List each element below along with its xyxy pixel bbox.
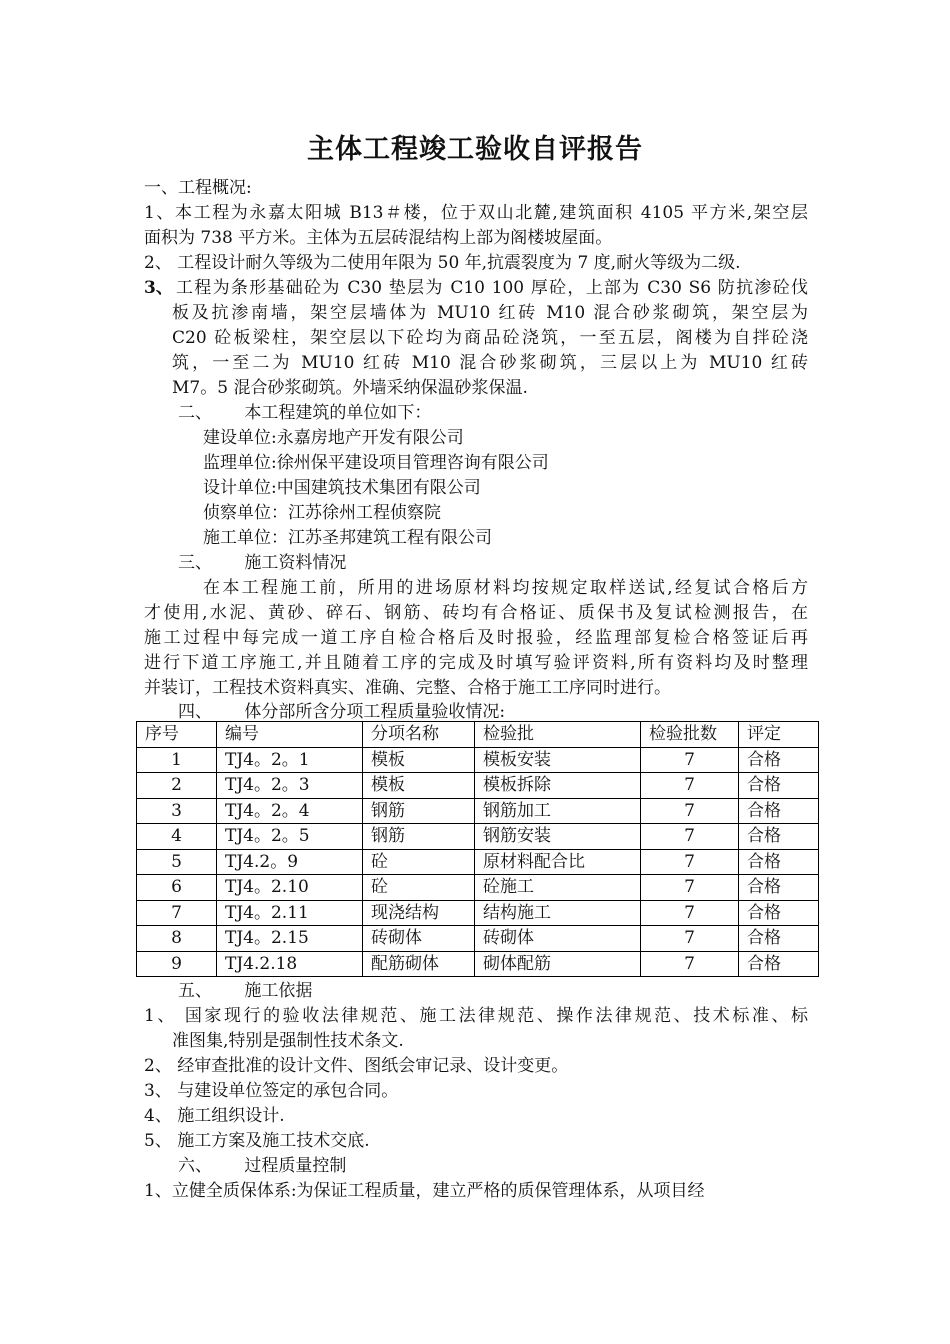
cell-batch: 砖砌体 (475, 926, 641, 952)
para-3-line-3: C20 砼板梁柱，架空层以下砼均为商品砼浇筑，一至五层，阁楼为自拌砼浇 (172, 328, 808, 348)
table-header-row (137, 722, 819, 748)
cell-batch: 砌体配筋 (475, 951, 641, 977)
unit-supervision: 监理单位:徐州保平建设项目管理咨询有限公司 (203, 453, 549, 473)
cell-batch-count: 7 (641, 824, 739, 850)
cell-rating: 合格 (739, 900, 819, 926)
cell-rating: 合格 (739, 926, 819, 952)
cell-rating: 合格 (739, 798, 819, 824)
quality-control-line-1: 1、立健全质保体系:为保证工程质量，建立严格的质保管理体系，从项目经 (144, 1181, 705, 1201)
cell-item-name: 砼 (363, 875, 475, 901)
section-1-heading: 一、工程概况: (144, 178, 252, 198)
table-row (137, 875, 819, 901)
table-row (137, 900, 819, 926)
cell-seq: 1 (137, 747, 217, 773)
table-row (137, 926, 819, 952)
header-batch: 检验批 (475, 722, 641, 748)
basis-item-3: 3、 与建设单位签定的承包合同。 (144, 1081, 399, 1101)
cell-item-name: 钢筋 (363, 798, 475, 824)
acceptance-table (136, 721, 819, 977)
cell-code: TJ4。2。4 (217, 798, 363, 824)
basis-item-1-line-1: 1、 国家现行的验收法律规范、施工法律规范、操作法律规范、技术标准、标 (144, 1006, 808, 1026)
cell-batch: 结构施工 (475, 900, 641, 926)
cell-item-name: 砼 (363, 849, 475, 875)
basis-item-2: 2、 经审查批准的设计文件、图纸会审记录、设计变更。 (144, 1056, 569, 1076)
cell-seq: 7 (137, 900, 217, 926)
cell-batch: 砼施工 (475, 875, 641, 901)
cell-batch: 钢筋安装 (475, 824, 641, 850)
table-row (137, 798, 819, 824)
section-3-heading: 三、 施工资料情况 (178, 553, 347, 573)
cell-batch-count: 7 (641, 747, 739, 773)
cell-batch-count: 7 (641, 798, 739, 824)
basis-item-5: 5、 施工方案及施工技术交底. (144, 1131, 370, 1151)
header-item-name: 分项名称 (363, 722, 475, 748)
section-5-heading: 五、 施工依据 (178, 981, 313, 1001)
cell-batch-count: 7 (641, 849, 739, 875)
cell-batch-count: 7 (641, 773, 739, 799)
cell-item-name: 模板 (363, 747, 475, 773)
unit-construction: 建设单位:永嘉房地产开发有限公司 (203, 428, 464, 448)
cell-code: TJ4。2。5 (217, 824, 363, 850)
table-row (137, 824, 819, 850)
para-3-line-1: 工程为条形基础砼为 C30 垫层为 C10 100 厚砼，上部为 C30 S6 防抗渗砼伐 (176, 278, 808, 298)
cell-code: TJ4。2.15 (217, 926, 363, 952)
cell-batch: 钢筋加工 (475, 798, 641, 824)
header-seq: 序号 (137, 722, 217, 748)
cell-batch: 模板安装 (475, 747, 641, 773)
basis-item-4: 4、 施工组织设计. (144, 1106, 285, 1126)
cell-rating: 合格 (739, 747, 819, 773)
cell-batch-count: 7 (641, 926, 739, 952)
cell-seq: 9 (137, 951, 217, 977)
para-materials-line-3: 施工过程中每完成一道工序自检合格后及时报验，经监理部复检合格签证后再 (144, 628, 808, 648)
cell-batch-count: 7 (641, 951, 739, 977)
cell-item-name: 钢筋 (363, 824, 475, 850)
header-code: 编号 (217, 722, 363, 748)
cell-code: TJ4。2.11 (217, 900, 363, 926)
cell-item-name: 现浇结构 (363, 900, 475, 926)
cell-rating: 合格 (739, 875, 819, 901)
cell-seq: 3 (137, 798, 217, 824)
cell-rating: 合格 (739, 824, 819, 850)
para-2: 2、 工程设计耐久等级为二使用年限为 50 年,抗震裂度为 7 度,耐火等级为二级. (144, 253, 741, 273)
cell-batch-count: 7 (641, 875, 739, 901)
header-batch-count: 检验批数 (641, 722, 739, 748)
para-1-line-2: 面积为 738 平方米。主体为五层砖混结构上部为阁楼坡屋面。 (144, 228, 613, 248)
table-row (137, 773, 819, 799)
table-row (137, 849, 819, 875)
section-6-heading: 六、 过程质量控制 (178, 1156, 347, 1176)
cell-code: TJ4。2。1 (217, 747, 363, 773)
cell-rating: 合格 (739, 849, 819, 875)
section-2-heading: 二、 本工程建筑的单位如下： (178, 403, 432, 423)
para-3-line-5: M7。5 混合砂浆砌筑。外墙采纳保温砂浆保温. (172, 378, 528, 398)
cell-code: TJ4。2。3 (217, 773, 363, 799)
unit-design: 设计单位:中国建筑技术集团有限公司 (203, 478, 481, 498)
cell-seq: 2 (137, 773, 217, 799)
cell-item-name: 砖砌体 (363, 926, 475, 952)
cell-item-name: 模板 (363, 773, 475, 799)
para-3-number: 3、 (144, 278, 173, 298)
cell-code: TJ4。2.10 (217, 875, 363, 901)
table-row (137, 951, 819, 977)
cell-code: TJ4.2.18 (217, 951, 363, 977)
section-4-heading: 四、 体分部所含分项工程质量验收情况: (178, 702, 506, 722)
cell-seq: 6 (137, 875, 217, 901)
header-rating: 评定 (739, 722, 819, 748)
para-materials-line-1: 在本工程施工前，所用的进场原材料均按规定取样送试,经复试合格后方 (203, 578, 808, 598)
unit-contractor: 施工单位：江苏圣邦建筑工程有限公司 (203, 528, 492, 548)
cell-batch: 原材料配合比 (475, 849, 641, 875)
basis-item-1-line-2: 准图集,特别是强制性技术条文. (172, 1031, 404, 1051)
para-1-line-1: 1、本工程为永嘉太阳城 B13＃楼，位于双山北麓,建筑面积 4105 平方米,架空层 (144, 203, 808, 223)
para-materials-line-2: 才使用,水泥、黄砂、碎石、钢筋、砖均有合格证、质保书及复试检测报告，在 (144, 603, 808, 623)
cell-item-name: 配筋砌体 (363, 951, 475, 977)
cell-rating: 合格 (739, 951, 819, 977)
cell-rating: 合格 (739, 773, 819, 799)
unit-survey: 侦察单位：江苏徐州工程侦察院 (203, 503, 441, 523)
cell-code: TJ4.2。9 (217, 849, 363, 875)
para-materials-line-4: 进行下道工序施工,并且随着工序的完成及时填写验评资料,所有资料均及时整理 (144, 653, 808, 673)
cell-seq: 8 (137, 926, 217, 952)
cell-seq: 5 (137, 849, 217, 875)
para-3-line-2: 板及抗渗南墙，架空层墙体为 MU10 红砖 M10 混合砂浆砌筑，架空层为 (172, 303, 808, 323)
document-title: 主体工程竣工验收自评报告 (307, 134, 643, 165)
para-3-line-4: 筑，一至二为 MU10 红砖 M10 混合砂浆砌筑，三层以上为 MU10 红砖 (172, 353, 808, 373)
para-materials-line-5: 并装订，工程技术资料真实、准确、完整、合格于施工工序同时进行。 (144, 678, 671, 698)
cell-seq: 4 (137, 824, 217, 850)
table-row (137, 747, 819, 773)
cell-batch-count: 7 (641, 900, 739, 926)
cell-batch: 模板拆除 (475, 773, 641, 799)
